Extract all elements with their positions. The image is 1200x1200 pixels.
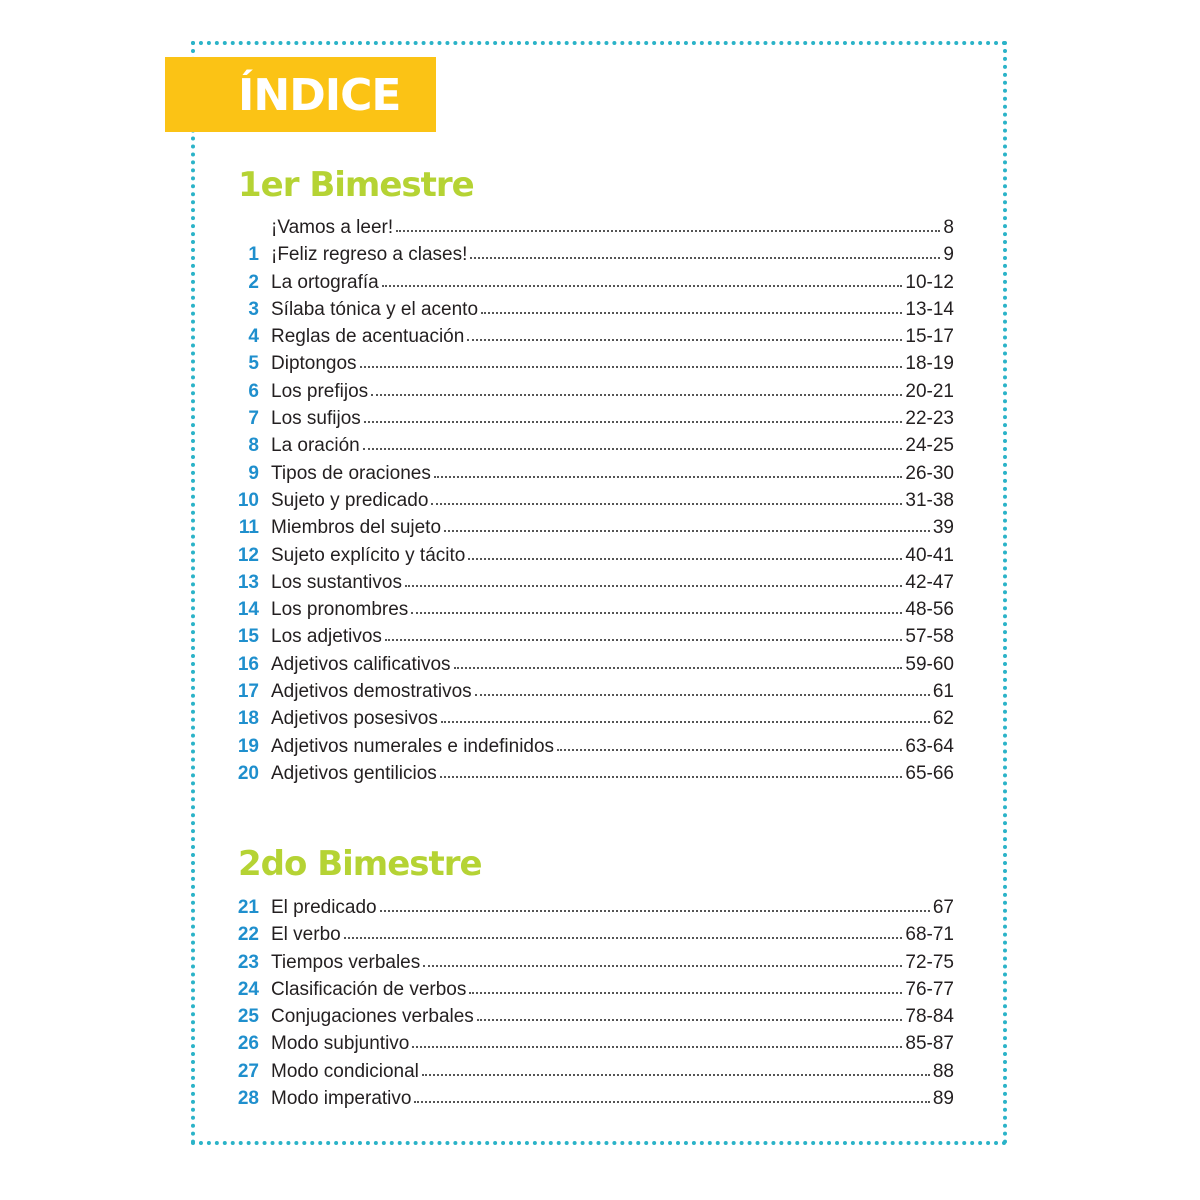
entry-number: 27 bbox=[237, 1060, 259, 1082]
toc-entry bbox=[224, 599, 954, 626]
entry-title: El predicado bbox=[271, 897, 377, 918]
toc-entry bbox=[224, 1088, 954, 1115]
toc-entry bbox=[224, 244, 954, 271]
entry-page-number: 88 bbox=[932, 1060, 954, 1082]
entry-number: 20 bbox=[237, 762, 259, 784]
dot-leader bbox=[468, 558, 902, 560]
entry-title: Miembros del sujeto bbox=[271, 517, 442, 539]
entry-number: 11 bbox=[238, 517, 259, 539]
entry-title: Los prefijos bbox=[271, 380, 369, 402]
entry-number: 14 bbox=[237, 599, 259, 621]
dot-leader bbox=[477, 1019, 903, 1021]
entry-page-number: 63-64 bbox=[905, 735, 954, 757]
entry-title: La oración bbox=[271, 435, 360, 457]
toc-entry bbox=[224, 763, 954, 790]
dot-leader bbox=[382, 285, 903, 287]
entry-number: 16 bbox=[237, 653, 259, 675]
toc-entry bbox=[224, 353, 954, 380]
entry-title: Modo imperativo bbox=[271, 1088, 412, 1110]
entry-title: ¡Vamos a leer! bbox=[271, 217, 394, 238]
entry-title: Adjetivos gentilicios bbox=[271, 762, 437, 784]
entry-title: Sujeto explícito y tácito bbox=[271, 544, 466, 566]
dot-leader bbox=[475, 694, 930, 696]
toc-entry bbox=[224, 490, 954, 517]
dot-leader bbox=[364, 421, 903, 423]
entry-page-number: 24-25 bbox=[905, 435, 954, 457]
entry-page-number: 18-19 bbox=[905, 353, 954, 375]
entry-number: 9 bbox=[248, 462, 259, 484]
dot-leader bbox=[481, 312, 902, 314]
entry-title: Diptongos bbox=[271, 353, 357, 375]
entry-number: 8 bbox=[248, 435, 259, 457]
toc-entry bbox=[224, 924, 954, 951]
entry-number: 15 bbox=[237, 626, 259, 648]
entry-page-number: 78-84 bbox=[905, 1006, 954, 1028]
toc-entry bbox=[224, 272, 954, 299]
entry-title: Sujeto y predicado bbox=[271, 489, 429, 511]
toc-entry bbox=[224, 708, 954, 735]
toc-entry bbox=[224, 463, 954, 490]
entry-title: Adjetivos posesivos bbox=[271, 708, 438, 730]
entry-number: 26 bbox=[237, 1033, 259, 1055]
entry-page-number: 65-66 bbox=[905, 762, 954, 784]
entry-page-number: 68-71 bbox=[905, 924, 954, 946]
entry-title: La ortografía bbox=[271, 271, 379, 293]
dot-leader bbox=[411, 612, 902, 614]
entry-page-number: 39 bbox=[932, 517, 954, 539]
entry-number: 24 bbox=[237, 978, 259, 1000]
entry-number: 7 bbox=[248, 408, 259, 430]
entry-number: 25 bbox=[237, 1006, 259, 1028]
dot-leader bbox=[344, 937, 903, 939]
entry-number: 28 bbox=[237, 1088, 259, 1110]
toc-entry bbox=[224, 517, 954, 544]
section-heading-1: 1er Bimestre bbox=[238, 165, 474, 205]
dot-leader bbox=[363, 448, 903, 450]
entry-title: Adjetivos demostrativos bbox=[271, 681, 472, 703]
entry-number: 19 bbox=[237, 735, 259, 757]
entry-title: Conjugaciones verbales bbox=[271, 1006, 474, 1028]
dot-leader bbox=[380, 910, 930, 912]
entry-number: 22 bbox=[237, 924, 259, 946]
dot-leader bbox=[422, 1074, 930, 1076]
entry-page-number: 85-87 bbox=[905, 1033, 954, 1055]
dot-leader bbox=[467, 339, 902, 341]
dot-leader bbox=[431, 503, 902, 505]
entry-page-number: 48-56 bbox=[905, 599, 954, 621]
toc-entry bbox=[224, 736, 954, 763]
dot-leader bbox=[385, 639, 902, 641]
entry-page-number: 72-75 bbox=[905, 951, 954, 973]
toc-entry bbox=[224, 572, 954, 599]
entry-page-number: 89 bbox=[932, 1088, 954, 1110]
entry-page-number: 40-41 bbox=[905, 544, 954, 566]
entry-number: 13 bbox=[237, 571, 259, 593]
entry-title: ¡Feliz regreso a clases! bbox=[271, 244, 468, 266]
entry-number: 21 bbox=[237, 897, 259, 918]
entry-title: Sílaba tónica y el acento bbox=[271, 298, 479, 320]
entry-page-number: 42-47 bbox=[905, 571, 954, 593]
dot-leader bbox=[441, 721, 930, 723]
toc-entry bbox=[224, 217, 954, 244]
entry-number: 17 bbox=[237, 681, 259, 703]
section-heading-2: 2do Bimestre bbox=[238, 844, 482, 884]
dot-leader bbox=[434, 476, 903, 478]
entry-title: Los adjetivos bbox=[271, 626, 382, 648]
entry-page-number: 15-17 bbox=[905, 326, 954, 348]
entry-page-number: 62 bbox=[932, 708, 954, 730]
entry-title: Adjetivos calificativos bbox=[271, 653, 451, 675]
entry-title: Adjetivos numerales e indefinidos bbox=[271, 735, 555, 757]
entry-title: Los pronombres bbox=[271, 599, 409, 621]
section-2-entries bbox=[224, 897, 954, 1115]
entry-page-number: 20-21 bbox=[905, 380, 954, 402]
dot-leader bbox=[405, 585, 902, 587]
entry-page-number: 31-38 bbox=[905, 489, 954, 511]
entry-title: Clasificación de verbos bbox=[271, 978, 467, 1000]
toc-entry bbox=[224, 299, 954, 326]
toc-entry bbox=[224, 1061, 954, 1088]
dot-leader bbox=[557, 749, 902, 751]
dot-leader bbox=[454, 667, 903, 669]
entry-number: 6 bbox=[248, 380, 259, 402]
entry-page-number: 59-60 bbox=[905, 653, 954, 675]
entry-title: Modo condicional bbox=[271, 1060, 419, 1082]
entry-number: 18 bbox=[237, 708, 259, 730]
toc-entry bbox=[224, 408, 954, 435]
entry-number: 23 bbox=[237, 951, 259, 973]
dot-leader bbox=[469, 992, 902, 994]
dot-leader bbox=[412, 1046, 902, 1048]
dot-leader bbox=[360, 366, 903, 368]
dot-leader bbox=[470, 257, 940, 259]
entry-number: 1 bbox=[248, 244, 259, 266]
entry-number: 2 bbox=[248, 271, 259, 293]
toc-entry bbox=[224, 326, 954, 353]
toc-entry bbox=[224, 1006, 954, 1033]
entry-number: 3 bbox=[248, 298, 259, 320]
dot-leader bbox=[440, 776, 903, 778]
toc-entry bbox=[224, 952, 954, 979]
section-1-entries bbox=[224, 217, 954, 790]
entry-page-number: 10-12 bbox=[905, 271, 954, 293]
page-title: ÍNDICE bbox=[238, 70, 401, 121]
entry-title: Tipos de oraciones bbox=[271, 462, 431, 484]
entry-page-number: 22-23 bbox=[905, 408, 954, 430]
toc-entry bbox=[224, 979, 954, 1006]
entry-number: 4 bbox=[248, 326, 259, 348]
entry-number: 5 bbox=[248, 353, 259, 375]
entry-page-number: 67 bbox=[932, 897, 954, 918]
entry-page-number: 8 bbox=[943, 217, 954, 238]
entry-title: Los sustantivos bbox=[271, 571, 402, 593]
toc-entry bbox=[224, 681, 954, 708]
toc-entry bbox=[224, 545, 954, 572]
entry-page-number: 26-30 bbox=[905, 462, 954, 484]
entry-title: Reglas de acentuación bbox=[271, 326, 465, 348]
entry-page-number: 9 bbox=[943, 244, 954, 266]
entry-page-number: 61 bbox=[932, 681, 954, 703]
dot-leader bbox=[371, 394, 902, 396]
toc-entry bbox=[224, 381, 954, 408]
dot-leader bbox=[414, 1101, 929, 1103]
entry-title: El verbo bbox=[271, 924, 341, 946]
dot-leader bbox=[444, 530, 930, 532]
toc-entry bbox=[224, 1033, 954, 1060]
entry-title: Los sufijos bbox=[271, 408, 361, 430]
toc-entry bbox=[224, 626, 954, 653]
toc-entry bbox=[224, 654, 954, 681]
entry-title: Modo subjuntivo bbox=[271, 1033, 410, 1055]
entry-number: 12 bbox=[237, 544, 259, 566]
toc-entry bbox=[224, 897, 954, 924]
dot-leader bbox=[396, 230, 940, 232]
entry-title: Tiempos verbales bbox=[271, 951, 421, 973]
dot-leader bbox=[423, 965, 902, 967]
entry-page-number: 13-14 bbox=[905, 298, 954, 320]
entry-page-number: 76-77 bbox=[905, 978, 954, 1000]
entry-page-number: 57-58 bbox=[905, 626, 954, 648]
toc-entry bbox=[224, 435, 954, 462]
entry-number: 10 bbox=[237, 489, 259, 511]
